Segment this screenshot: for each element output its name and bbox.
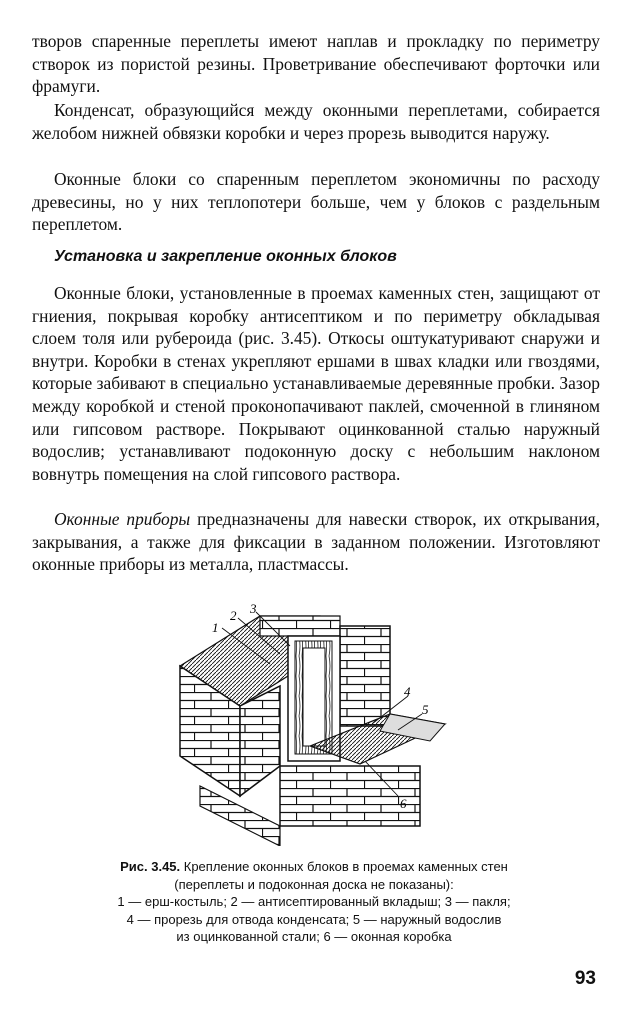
figure-caption [60,858,568,946]
paragraph-window-hardware [32,508,600,576]
figure-label-1: 1 [212,620,219,635]
figure-label-5: 5 [422,702,429,717]
caption-line-1 [60,858,568,876]
window-block-illustration [160,596,460,846]
caption-line-4: 4 — прорезь для отвода конденсата; 5 — наружный водослив [126,911,502,927]
paragraph-window-seals: творов спаренные переплеты имеют наплав и прокладку по периметру створок из пористой резины. Проветривание обеспечивают форточки или фрамуги. [32,31,600,97]
caption-line-2: (переплеты и подоконная доска не показаны): [174,876,454,892]
term-window-hardware: Оконные приборы [54,509,191,529]
figure-window-block-fixing [160,596,460,846]
paragraph-window-hardware-text: предназначены для навески створок, их открывания, закрывания, а также для фиксации в заданном положении. Изготовляют оконные приборы из металла, пластмассы. [32,509,600,575]
paragraph-condensate: Конденсат, образующийся между оконными переплетами, собирается желобом нижней обвязки коробки и через прорезь выводится наружу. [32,100,600,143]
caption-line-5: из оцинкованной стали; 6 — оконная коробка [176,929,452,944]
figure-label-4: 4 [404,684,411,699]
section-heading: Установка и закрепление оконных блоков [54,248,397,265]
paragraph-paired-sash: Оконные блоки со спаренным переплетом экономичны по расходу древесины, но у них теплопотери больше, чем у блоков с раздельным переплетом. [32,169,600,235]
figure-label-2: 2 [230,608,237,623]
caption-title: Крепление оконных блоков в проемах каменных стен [180,859,508,874]
page-number: 93 [574,968,596,989]
caption-figure-number: Рис. 3.45. [120,859,181,874]
paragraph-installation: Оконные блоки, установленные в проемах каменных стен, защищают от гниения, покрывая коробку антисептиком и по периметру обкладывая слоем толя или рубероида (рис. 3.45). Откосы оштукатуривают снаружи и внутри. Коробки в стенах укрепляют ершами в швах кладки или гвоздями, которые забивают в специально устанавливаемые деревянные пробки. Зазор между коробкой и стеной проконопачивают паклей, смоченной в глиняном или гипсовом растворе. Покрывают оцинкованной сталью наружный водослив; устанавливают подоконную доску с небольшим наклоном вовнутрь помещения на слой гипсового раствора. [32,283,600,484]
caption-line-3: 1 — ерш-костыль; 2 — антисептированный вкладыш; 3 — пакля; [117,894,511,909]
figure-label-3: 3 [250,601,257,616]
figure-label-6: 6 [400,796,407,811]
